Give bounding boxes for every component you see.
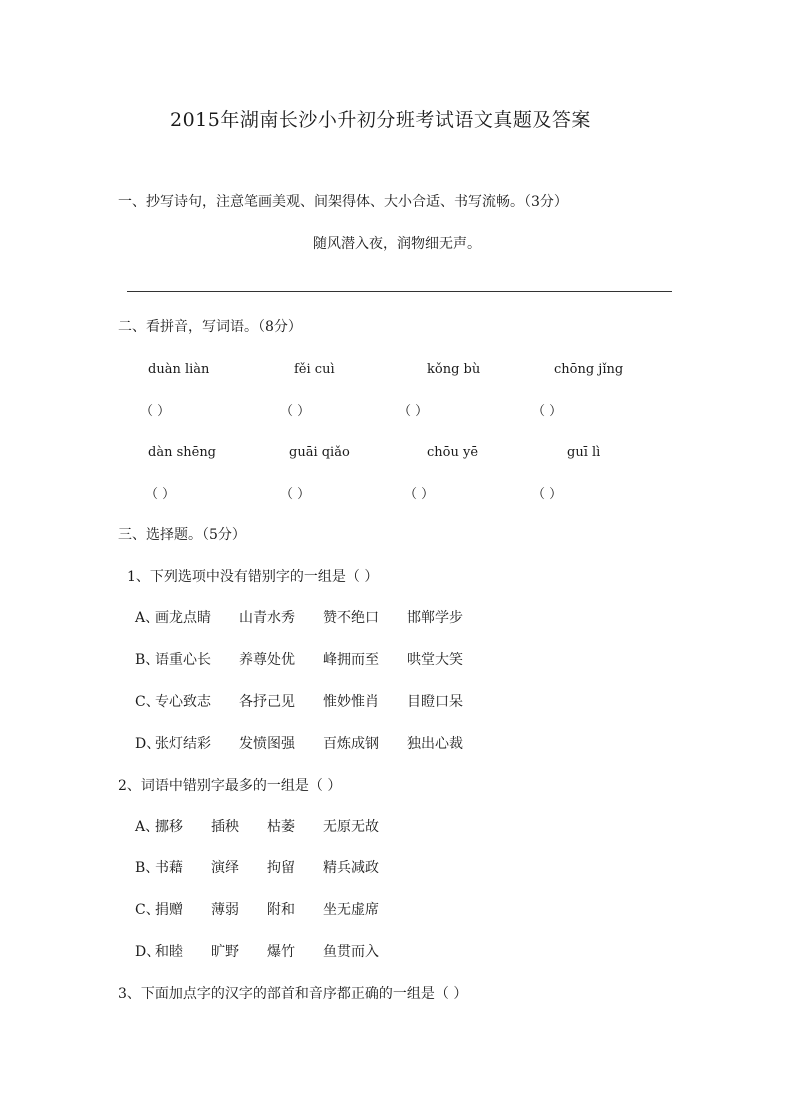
poem-line: 随风潜入夜，润物细无声。 (313, 236, 481, 252)
option-word: 峰拥而至 (323, 652, 379, 668)
option-word: 画龙点睛 (155, 610, 211, 626)
option-word: 枯萎 (267, 819, 295, 835)
answer-blank[interactable]: （ ） (532, 404, 563, 419)
answer-blank[interactable]: （ ） (404, 487, 435, 502)
option-word: 山青水秀 (239, 610, 295, 626)
answer-blank[interactable]: （ ） (280, 487, 311, 502)
pinyin-2: fěi cuì (294, 362, 335, 377)
option-label: B、 (135, 860, 160, 876)
option-word: 养尊处优 (239, 652, 295, 668)
option-label: B、 (135, 652, 160, 668)
question-1-stem: 1、下列选项中没有错别字的一组是（ ） (127, 569, 379, 585)
option-word: 鱼贯而入 (323, 944, 379, 960)
option-word: 各抒己见 (239, 694, 295, 710)
option-word: 坐无虚席 (323, 902, 379, 918)
option-word: 张灯结彩 (155, 736, 211, 752)
option-word: 独出心裁 (407, 736, 463, 752)
option-word: 专心致志 (155, 694, 211, 710)
option-word: 演绎 (211, 860, 239, 876)
option-label: A、 (135, 610, 160, 626)
option-word: 哄堂大笑 (407, 652, 463, 668)
option-word: 挪移 (155, 819, 183, 835)
option-label: D、 (135, 944, 161, 960)
writing-line (127, 291, 672, 292)
question-2-stem: 2、词语中错别字最多的一组是（ ） (118, 778, 342, 794)
section3-heading: 三、选择题。（5分） (118, 527, 246, 543)
option-word: 邯郸学步 (407, 610, 463, 626)
option-label: C、 (135, 694, 160, 710)
option-word: 捐赠 (155, 902, 183, 918)
answer-blank[interactable]: （ ） (280, 404, 311, 419)
option-word: 目瞪口呆 (407, 694, 463, 710)
pinyin-5: dàn shēng (148, 445, 217, 460)
option-word: 插秧 (211, 819, 239, 835)
pinyin-1: duàn liàn (148, 362, 210, 377)
answer-blank[interactable]: （ ） (145, 487, 176, 502)
option-word: 附和 (267, 902, 295, 918)
question-3-stem: 3、下面加点字的汉字的部首和音序都正确的一组是（ ） (118, 986, 468, 1002)
option-word: 百炼成钢 (323, 736, 379, 752)
option-word: 和睦 (155, 944, 183, 960)
option-word: 无原无故 (323, 819, 379, 835)
option-word: 旷野 (211, 944, 239, 960)
answer-blank[interactable]: （ ） (140, 404, 171, 419)
option-label: D、 (135, 736, 161, 752)
option-label: C、 (135, 902, 160, 918)
option-word: 精兵减政 (323, 860, 379, 876)
option-word: 惟妙惟肖 (323, 694, 379, 710)
pinyin-6: guāi qiǎo (289, 445, 350, 460)
option-word: 赞不绝口 (323, 610, 379, 626)
option-word: 语重心长 (155, 652, 211, 668)
pinyin-3: kǒng bù (427, 362, 481, 377)
option-word: 书藉 (155, 860, 183, 876)
option-word: 拘留 (267, 860, 295, 876)
option-word: 发愤图强 (239, 736, 295, 752)
page-title: 2015年湖南长沙小升初分班考试语文真题及答案 (170, 109, 591, 131)
option-label: A、 (135, 819, 160, 835)
option-word: 薄弱 (211, 902, 239, 918)
section2-heading: 二、看拼音，写词语。（8分） (118, 319, 302, 335)
section1-heading: 一、抄写诗句，注意笔画美观、间架得体、大小合适、书写流畅。（3分） (118, 194, 568, 210)
pinyin-4: chōng jǐng (554, 362, 624, 377)
pinyin-8: guī lì (567, 445, 601, 460)
answer-blank[interactable]: （ ） (532, 487, 563, 502)
option-word: 爆竹 (267, 944, 295, 960)
pinyin-7: chōu yē (427, 445, 479, 460)
answer-blank[interactable]: （ ） (398, 404, 429, 419)
